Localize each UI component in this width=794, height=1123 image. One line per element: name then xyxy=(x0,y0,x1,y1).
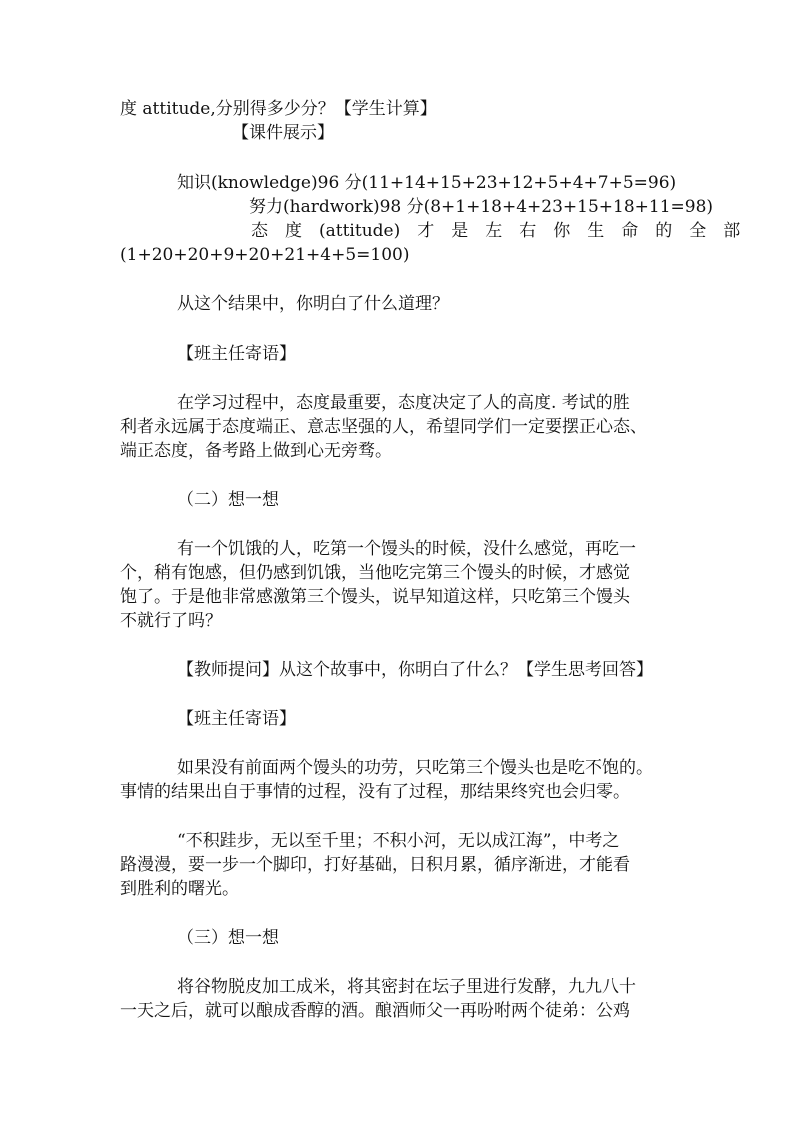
paragraph-4-line-2: 路漫漫，要一步一个脚印，打好基础，日积月累，循序渐进，才能看 xyxy=(120,855,630,875)
paragraph-5-line-1: 将谷物脱皮加工成米，将其密封在坛子里进行发酵，九九八十 xyxy=(177,977,636,997)
question-line: 从这个结果中，你明白了什么道理？ xyxy=(177,294,449,314)
section-heading-3: （三）想一想 xyxy=(177,928,279,948)
paragraph-3-line-1: 如果没有前面两个馒头的功劳，只吃第三个馒头也是吃不饱的。 xyxy=(177,758,653,778)
score-hardwork: 努力(hardwork)98 分(8+1+18+4+23+15+18+11=98) xyxy=(249,197,714,217)
teacher-question: 【教师提问】从这个故事中，你明白了什么？【学生思考回答】 xyxy=(177,660,653,680)
paragraph-2-line-3: 饱了。于是他非常感激第三个馒头，说早知道这样，只吃第三个馒头 xyxy=(120,587,630,607)
paragraph-2-line-2: 个，稍有饱感，但仍感到饥饿，当他吃完第三个馒头的时候，才感觉 xyxy=(120,563,630,583)
text-line-1: 度 attitude,分别得多少分？【学生计算】 xyxy=(120,99,437,119)
paragraph-1-line-3: 端正态度，备考路上做到心无旁骛。 xyxy=(120,441,392,461)
section-heading-2: （二）想一想 xyxy=(177,490,279,510)
paragraph-2-line-4: 不就行了吗？ xyxy=(120,611,222,631)
paragraph-5-line-2: 一天之后，就可以酿成香醇的酒。酿酒师父一再吩咐两个徒弟：公鸡 xyxy=(120,1001,630,1021)
score-knowledge: 知识(knowledge)96 分(11+14+15+23+12+5+4+7+5=96) xyxy=(177,173,677,193)
paragraph-1-line-1: 在学习过程中，态度最重要，态度决定了人的高度. 考试的胜 xyxy=(177,393,630,413)
score-attitude-formula: (1+20+20+9+20+21+4+5=100) xyxy=(120,245,410,265)
paragraph-1-line-2: 利者永远属于态度端正、意志坚强的人，希望同学们一定要摆正心态、 xyxy=(120,417,647,437)
heading-teacher-message-2: 【班主任寄语】 xyxy=(177,709,296,729)
paragraph-2-line-1: 有一个饥饿的人，吃第一个馒头的时候，没什么感觉，再吃一 xyxy=(177,539,636,559)
paragraph-4-line-3: 到胜利的曙光。 xyxy=(120,879,239,899)
score-attitude: 态 度 (attitude) 才 是 左 右 你 生 命 的 全 部 xyxy=(251,221,741,241)
heading-courseware-display: 【课件展示】 xyxy=(232,123,334,143)
paragraph-3-line-2: 事情的结果出自于事情的过程，没有了过程，那结果终究也会归零。 xyxy=(120,782,630,802)
paragraph-4-line-1: “不积跬步，无以至千里；不积小河，无以成江海”，中考之 xyxy=(177,831,620,851)
heading-teacher-message-1: 【班主任寄语】 xyxy=(177,344,296,364)
